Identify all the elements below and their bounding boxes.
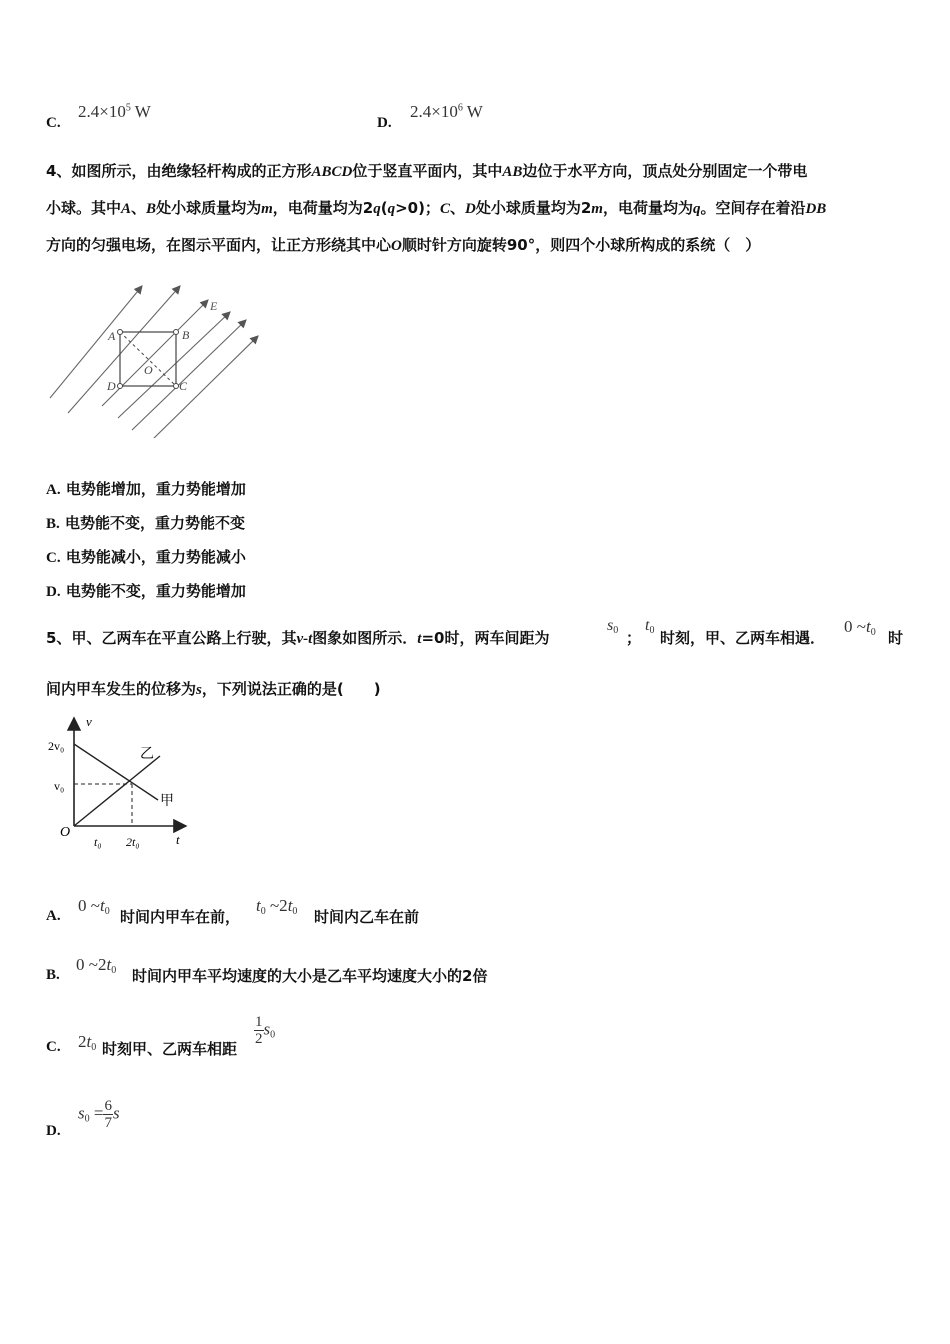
q5-option-c-letter: C. — [46, 1039, 61, 1055]
q5-vt-graph — [46, 712, 196, 854]
origin-label: O — [60, 825, 71, 840]
q5-option-c-distance: $\frac{1}{2}$ $s_0$ — [255, 1014, 276, 1047]
charge-d — [118, 384, 123, 389]
q5-option-c-time: $2t_0$ — [78, 1032, 97, 1053]
q4-line-1: 4、如图所示，由绝缘轻杆构成的正方形ABCD位于竖直平面内，其中AB边位于水平方向，顶点处分别固定一个带电 — [46, 162, 808, 180]
option-d-letter: D. — [377, 115, 392, 131]
q5-option-c-text: 时刻甲、乙两车相距 — [102, 1040, 238, 1058]
q5-option-a-range2: $t_0$ $\sim 2t_0$ — [256, 896, 298, 917]
option-c-value: $2.4\times 10^5$ W — [78, 102, 151, 121]
field-line — [150, 336, 258, 438]
y-axis-label: v — [86, 714, 92, 729]
label-c: C — [179, 379, 188, 393]
q5-option-a-text2: 时间内乙车在前 — [314, 908, 420, 926]
label-b: B — [182, 328, 190, 342]
option-c-letter: C. — [46, 115, 61, 131]
fraction-six-sevenths: $\frac{6}{7}$ — [104, 1098, 112, 1131]
series-yi-line — [74, 756, 160, 826]
x-axis-label: t — [176, 832, 180, 847]
series-label-jia: 甲 — [160, 794, 174, 809]
field-line — [118, 312, 230, 418]
q5-option-a-range1: 0 $\sim t_0$ — [78, 896, 110, 917]
charge-a — [118, 330, 123, 335]
q4-option-b: B. 电势能不变，重力势能不变 — [46, 514, 246, 532]
label-e: E — [210, 299, 218, 313]
label-d: D — [107, 379, 116, 393]
q5-s0: $s_0$ — [607, 617, 619, 636]
label-a: A — [108, 329, 116, 343]
x-tick-2t0: 2t₀ — [126, 835, 140, 849]
q4-option-d: D. 电势能不变，重力势能增加 — [46, 582, 246, 600]
q4-option-c: C. 电势能减小，重力势能减小 — [46, 548, 246, 566]
q4-option-a: A. 电势能增加，重力势能增加 — [46, 480, 246, 498]
q5-line-1-b: 时刻，甲、乙两车相遇． — [660, 629, 826, 647]
charge-c — [174, 384, 179, 389]
field-line — [68, 286, 180, 413]
q5-option-d-letter: D. — [46, 1123, 61, 1139]
option-d-value: $2.4\times 10^6$ W — [410, 102, 483, 121]
q5-option-b-letter: B. — [46, 967, 60, 983]
y-tick-2v0: 2v₀ — [48, 739, 65, 753]
q5-option-a-letter: A. — [46, 908, 61, 924]
label-o: O — [144, 363, 153, 377]
q5-range: 0 $\sim t_0$ — [844, 617, 876, 638]
y-tick-v0: v₀ — [54, 779, 65, 793]
charge-b — [174, 330, 179, 335]
q5-semicolon: ； — [626, 629, 642, 647]
q4-line-3: 方向的匀强电场，在图示平面内，让正方形绕其中心O顺时针方向旋转90°，则四个小球所构成的系统（ ） — [46, 236, 761, 254]
q5-line-1-c: 时 — [888, 629, 904, 647]
q5-option-a-text1: 时间内甲车在前， — [120, 908, 241, 926]
x-tick-t0: t₀ — [94, 835, 102, 849]
q5-line-2: 间内甲车发生的位移为s，下列说法正确的是( ) — [46, 680, 381, 698]
q5-t0: $t_0$ — [645, 617, 655, 636]
q5-option-b-range: 0 $\sim 2t_0$ — [76, 955, 117, 976]
q4-field-figure — [46, 278, 276, 438]
q5-option-b-text: 时间内甲车平均速度的大小是乙车平均速度大小的2倍 — [132, 967, 488, 985]
q5-option-d-equation: $s_0$ = $\frac{6}{7}$ s — [78, 1098, 120, 1131]
fraction-half: $\frac{1}{2}$ — [255, 1014, 263, 1047]
q5-line-1: 5、甲、乙两车在平直公路上行驶，其v-t图象如图所示．t=0时，两车间距为 — [46, 629, 550, 647]
q4-line-2: 小球。其中A、B处小球质量均为m，电荷量均为2q(q>0)；C、D处小球质量均为2m，电荷量均为q。空间存在着沿DB — [46, 199, 827, 217]
series-label-yi: 乙 — [140, 747, 154, 762]
